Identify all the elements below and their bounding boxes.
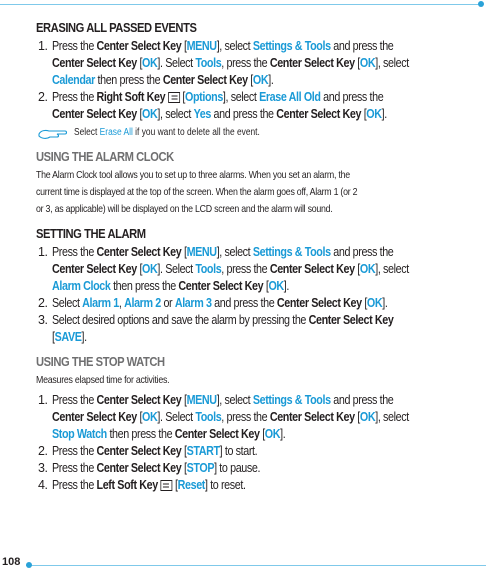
step-line: Press the Center Select Key [MENU], select Settings & Tools and press the <box>52 39 394 53</box>
step-line: Center Select Key [OK], select Yes and press the Center Select Key [OK]. <box>52 107 387 121</box>
step-line: Calendar then press the Center Select Key [OK]. <box>52 73 274 87</box>
step-number: 3. <box>38 313 48 327</box>
step-number: 1. <box>38 39 48 53</box>
step-line: Press the Center Select Key [MENU], select Settings & Tools and press the <box>52 393 394 407</box>
soft-key-icon <box>160 480 172 491</box>
list-item <box>36 244 476 295</box>
step-line: Press the Right Soft Key [Options], select Erase All Old and press the <box>52 90 384 104</box>
step-line: Press the Center Select Key [MENU], select Settings & Tools and press the <box>52 245 394 259</box>
soft-key-icon <box>168 92 180 103</box>
step-line: [SAVE]. <box>52 330 87 344</box>
list-item <box>36 312 476 346</box>
step-line: Center Select Key [OK]. Select Tools, press the Center Select Key [OK], select <box>52 56 409 70</box>
top-rule-dot <box>478 1 484 7</box>
section-title-stop-watch: USING THE STOP WATCH <box>36 354 165 369</box>
description-line: The Alarm Clock tool allows you to set up to three alarms. When you set an alarm, the <box>36 169 350 181</box>
step-number: 1. <box>38 393 48 407</box>
description-line: Measures elapsed time for activities. <box>36 374 170 386</box>
section-title-alarm-clock: USING THE ALARM CLOCK <box>36 149 174 164</box>
erase-steps <box>36 38 476 123</box>
bottom-rule <box>26 565 486 566</box>
step-line: Stop Watch then press the Center Select Key [OK]. <box>52 427 286 441</box>
tip-note <box>36 125 476 141</box>
list-item <box>36 295 476 312</box>
list-item <box>36 460 476 477</box>
step-number: 2. <box>38 444 48 458</box>
step-number: 3. <box>38 461 48 475</box>
section-title-erase: ERASING ALL PASSED EVENTS <box>36 20 197 35</box>
stop-watch-description <box>36 372 476 389</box>
step-line: Press the Center Select Key [START] to start. <box>52 444 258 458</box>
description-line: or 3, as applicable) will be displayed on the LCD screen and the alarm will sound. <box>36 203 333 215</box>
page-content <box>36 20 476 494</box>
step-number: 4. <box>38 478 48 492</box>
list-item <box>36 392 476 443</box>
step-line: Select desired options and save the alarm by pressing the Center Select Key <box>52 313 394 327</box>
step-line: Press the Center Select Key [STOP] to pause. <box>52 461 261 475</box>
step-number: 1. <box>38 245 48 259</box>
stop-watch-steps <box>36 392 476 494</box>
description-line: current time is displayed at the top of the screen. When the alarm goes off, Alarm 1 (or 2 <box>36 186 358 198</box>
section-title-setting-alarm: SETTING THE ALARM <box>36 226 146 241</box>
step-line: Press the Left Soft Key [Reset] to reset. <box>52 478 246 492</box>
list-item <box>36 89 476 123</box>
list-item <box>36 38 476 89</box>
step-line: Alarm Clock then press the Center Select Key [OK]. <box>52 279 289 293</box>
pointing-hand-icon <box>38 128 68 140</box>
step-line: Center Select Key [OK]. Select Tools, press the Center Select Key [OK], select <box>52 262 409 276</box>
step-number: 2. <box>38 90 48 104</box>
step-line: Select Alarm 1, Alarm 2 or Alarm 3 and press the Center Select Key [OK]. <box>52 296 388 310</box>
step-line: Center Select Key [OK]. Select Tools, press the Center Select Key [OK], select <box>52 410 409 424</box>
step-number: 2. <box>38 296 48 310</box>
top-rule <box>0 4 480 5</box>
set-alarm-steps <box>36 244 476 346</box>
list-item <box>36 443 476 460</box>
page-number: 108 <box>2 556 21 568</box>
tip-text: Select Erase All if you want to delete all the event. <box>74 127 260 138</box>
bottom-rule-dot <box>26 562 32 568</box>
alarm-clock-description <box>36 167 476 218</box>
list-item <box>36 477 476 494</box>
